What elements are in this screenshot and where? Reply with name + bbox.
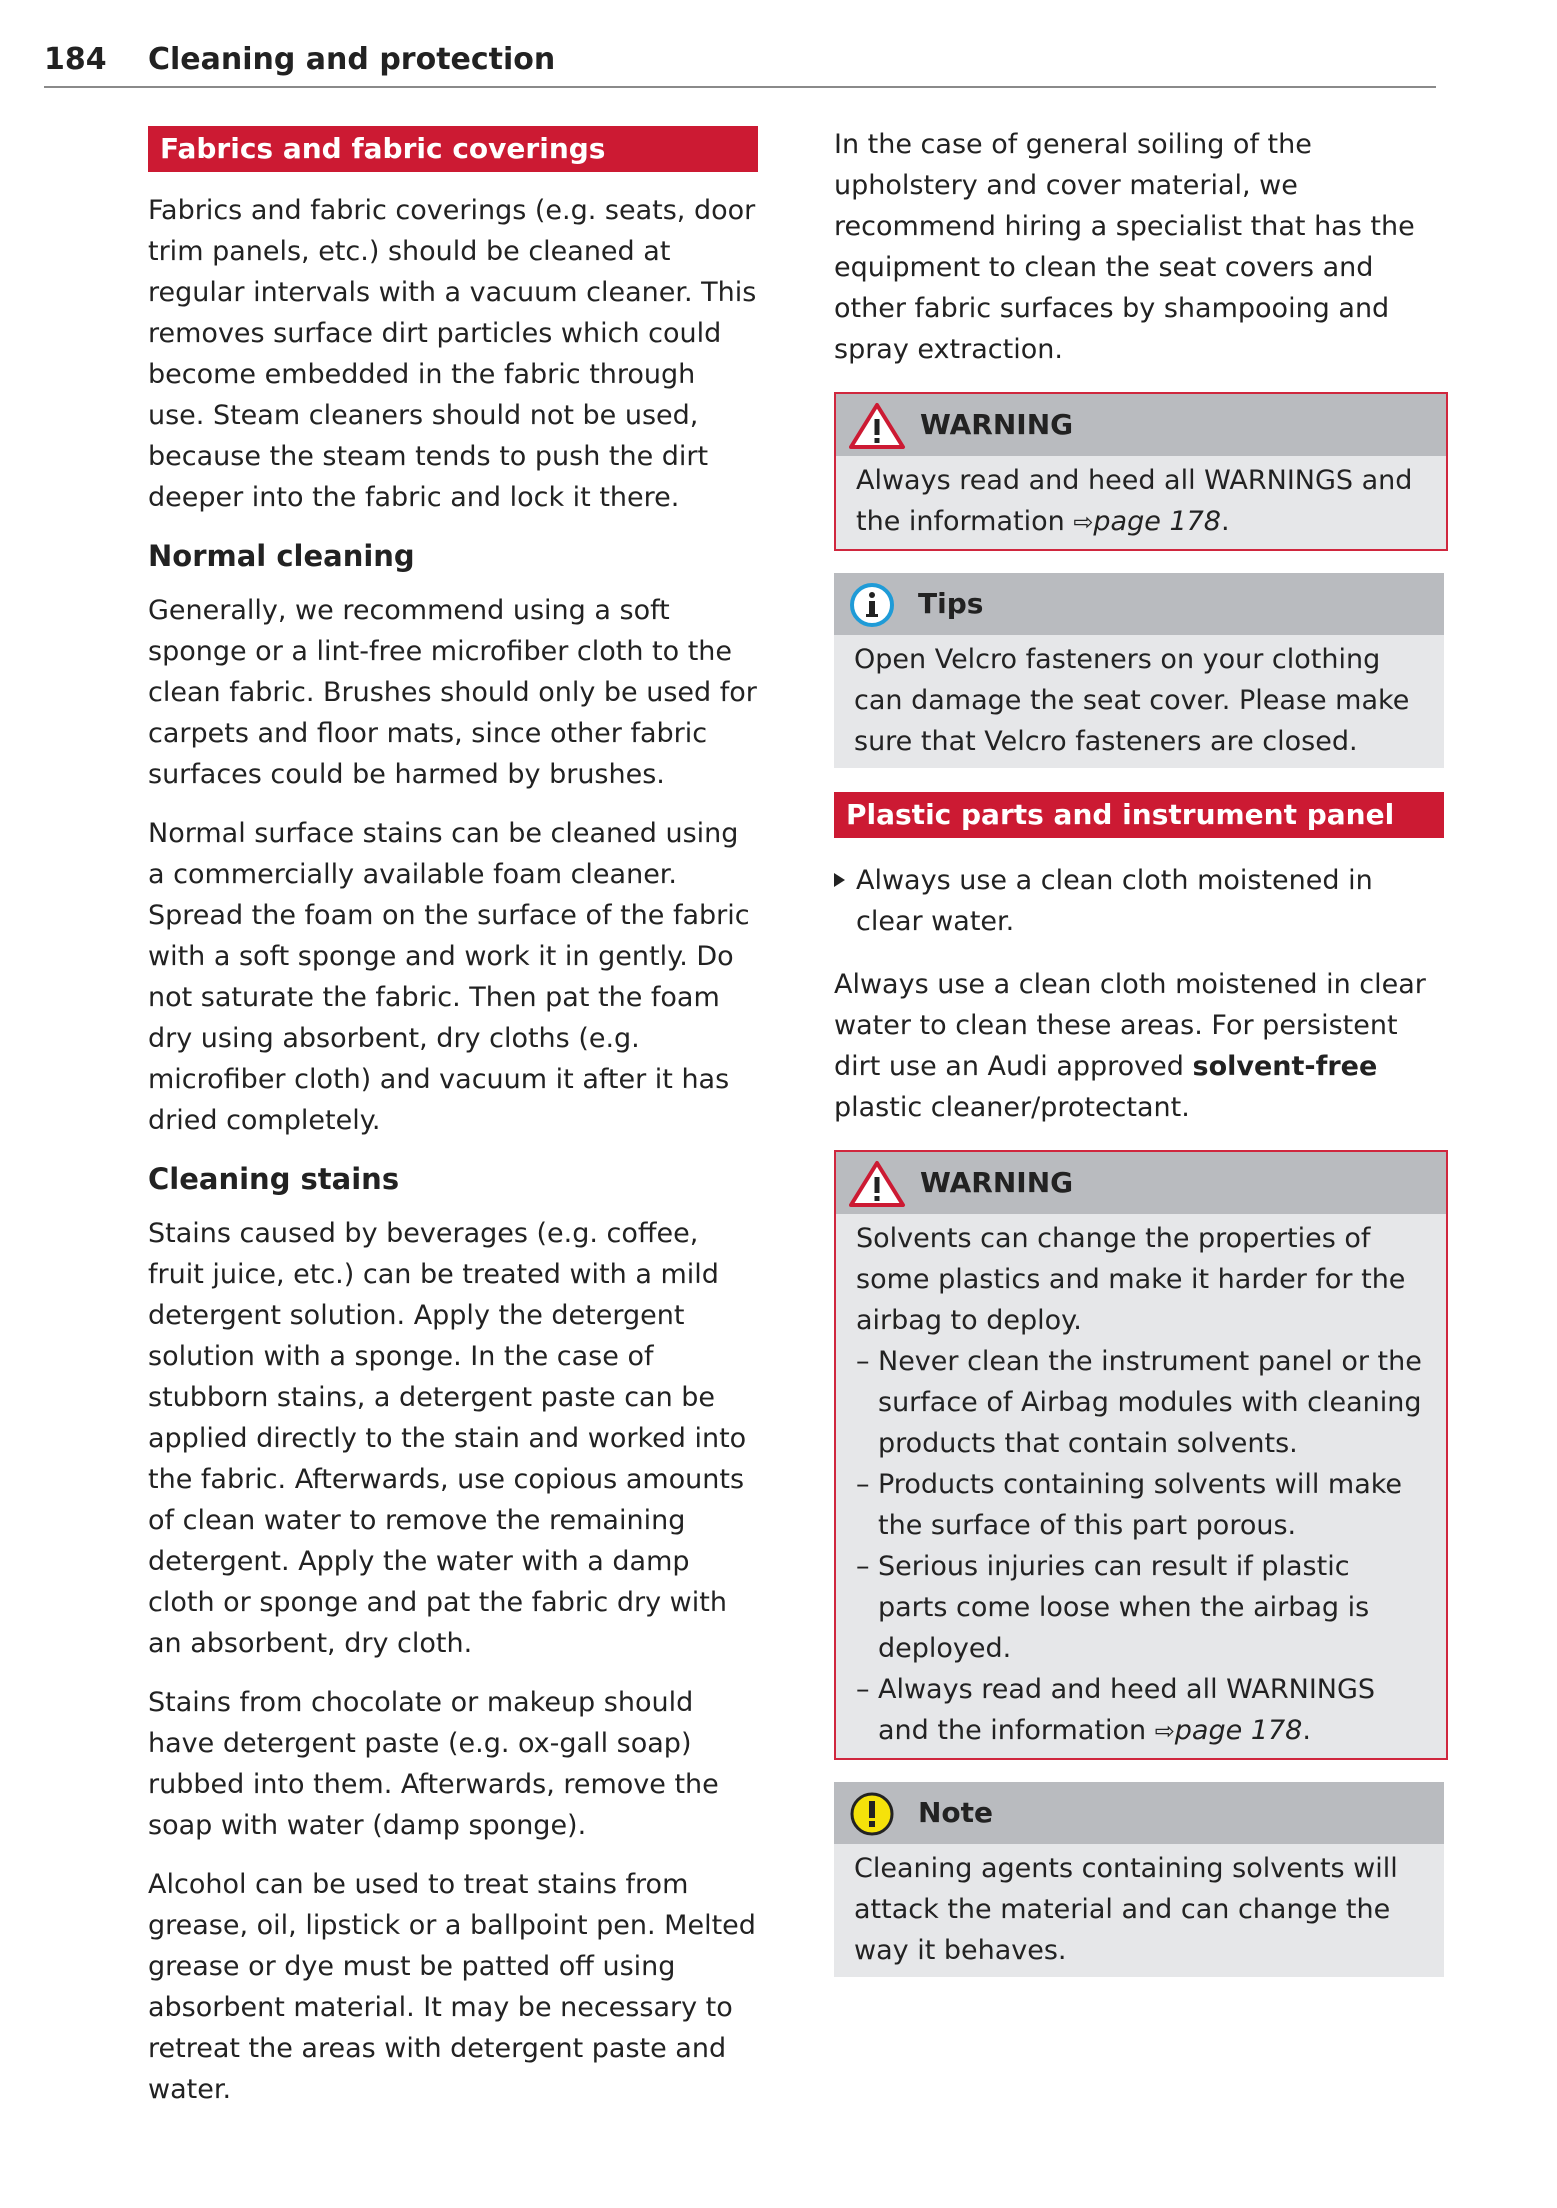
section-title-plastic: Plastic parts and instrument panel — [834, 792, 1444, 838]
stains-paragraph-2: Stains from chocolate or makeup should have detergent paste (e.g. ox-gall soap) rubbed into them. Afterwards, remove the soap with water (damp sponge). — [148, 1687, 719, 1841]
reference-arrow-icon: ⇨ — [1073, 508, 1094, 536]
heading-cleaning-stains: Cleaning stains — [148, 1162, 400, 1196]
warning-1-text: Always read and heed all WARNINGS and the information ⇨page 178. — [856, 465, 1413, 537]
upholstery-intro: In the case of general soiling of the upholstery and cover material, we recommend hiring a specialist that has the equipment to clean the seat covers and other fabric surfaces by shampooing and spray extraction. — [834, 129, 1415, 365]
normal-cleaning-paragraph-1: Generally, we recommend using a soft sponge or a lint-free microfiber cloth to the clean fabric. Brushes should only be used for carpets and floor mats, since other fabric surfaces could be harmed by brushes. — [148, 595, 757, 790]
warning-2-list-item: – Products containing solvents will make the surface of this part porous. — [856, 1469, 1403, 1541]
right-column — [834, 124, 1444, 1999]
note-box-header — [834, 1782, 1444, 1844]
warning-box-2-header — [836, 1152, 1446, 1214]
exclamation-circle-icon — [846, 1790, 898, 1838]
warning-box-1-header — [836, 394, 1446, 456]
page-reference-link[interactable]: page 178 — [1093, 506, 1221, 537]
left-column — [148, 126, 758, 2128]
note-box-body — [834, 1844, 1444, 1977]
tips-box-body — [834, 635, 1444, 768]
note-text: Cleaning agents containing solvents will attack the material and can change the way it behaves. — [854, 1853, 1398, 1966]
warning-box-1-body — [836, 456, 1446, 549]
bullet-triangle-icon — [834, 873, 845, 887]
note-label: Note — [918, 1796, 994, 1829]
heading-normal-cleaning: Normal cleaning — [148, 539, 415, 573]
stains-paragraph-1: Stains caused by beverages (e.g. coffee, fruit juice, etc.) can be treated with a mild detergent solution. Apply the detergent solution with a sponge. In the case of stubborn stains, a detergent paste can be applied directly to the stain and worked into the fabric. Afterwards, use copious amounts of clean water to remove the remaining detergent. Apply the water with a damp cloth or sponge and pat the fabric dry with an absorbent, dry cloth. — [148, 1218, 747, 1659]
page-reference-link[interactable]: page 178 — [1174, 1715, 1303, 1746]
warning-2-label: WARNING — [920, 1166, 1074, 1199]
stains-paragraph-3: Alcohol can be used to treat stains from grease, oil, lipstick or a ballpoint pen. Melted grease or dye must be patted off using absorbent material. It may be necessary to retreat the areas with detergent paste and water. — [148, 1869, 756, 2105]
tips-box-header — [834, 573, 1444, 635]
warning-box-2 — [834, 1150, 1448, 1760]
page-header — [44, 38, 1436, 88]
warning-triangle-icon — [848, 1160, 906, 1208]
tips-label: Tips — [918, 587, 984, 620]
section-title-fabrics: Fabrics and fabric coverings — [148, 126, 758, 172]
warning-box-2-body — [836, 1214, 1446, 1758]
warning-2-list-item: – Serious injuries can result if plastic parts come loose when the airbag is deployed. — [856, 1551, 1370, 1664]
tips-box — [834, 573, 1444, 768]
page-title: Cleaning and protection — [148, 42, 556, 77]
note-box — [834, 1782, 1444, 1977]
info-icon — [846, 581, 898, 629]
warning-1-label: WARNING — [920, 408, 1074, 441]
warning-2-list-item: – Never clean the instrument panel or the surface of Airbag modules with cleaning products that contain solvents. — [856, 1346, 1422, 1459]
fabrics-intro: Fabrics and fabric coverings (e.g. seats, door trim panels, etc.) should be cleaned at regular intervals with a vacuum cleaner. This removes surface dirt particles which could become embedded in the fabric through use. Steam cleaners should not be used, because the steam tends to push the dirt deeper into the fabric and lock it there. — [148, 195, 757, 513]
reference-arrow-icon: ⇨ — [1154, 1717, 1175, 1745]
plastic-paragraph: Always use a clean cloth moistened in clear water to clean these areas. For persistent dirt use an Audi approved solvent-free plastic cleaner/protectant. — [834, 969, 1426, 1123]
tips-text: Open Velcro fasteners on your clothing can damage the seat cover. Please make sure that Velcro fasteners are closed. — [854, 644, 1410, 757]
warning-box-1 — [834, 392, 1448, 551]
normal-cleaning-paragraph-2: Normal surface stains can be cleaned using a commercially available foam cleaner. Spread the foam on the surface of the fabric with a soft sponge and work it in gently. Do not saturate the fabric. Then pat the foam dry using absorbent, dry cloths (e.g. microfiber cloth) and vacuum it after it has dried completely. — [148, 818, 750, 1136]
page-number: 184 — [44, 42, 107, 77]
instruction-bullet: Always use a clean cloth moistened in clear water. — [834, 860, 1444, 942]
warning-triangle-icon — [848, 402, 906, 450]
warning-2-list-item: – Always read and heed all WARNINGS and the information ⇨page 178. — [856, 1674, 1376, 1746]
warning-2-text: Solvents can change the properties of some plastics and make it harder for the airbag to deploy. — [856, 1223, 1406, 1336]
